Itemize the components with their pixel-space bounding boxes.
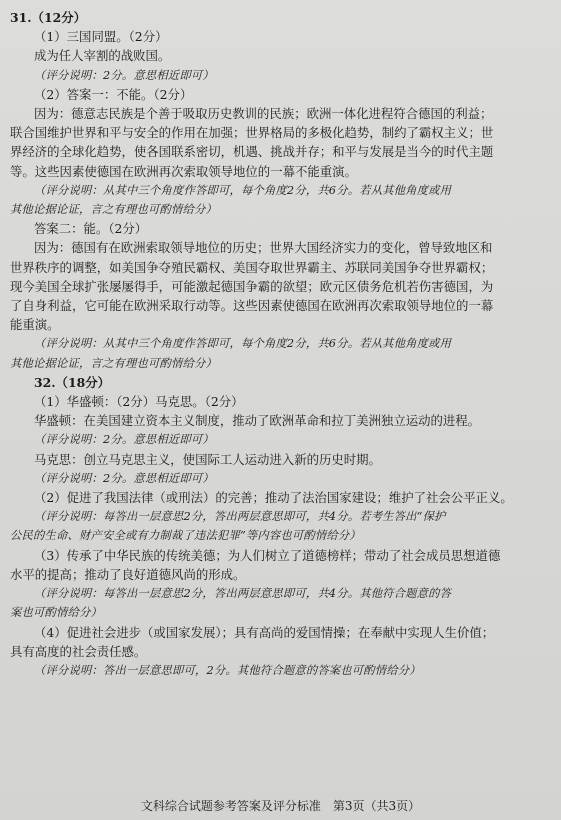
scoring-note: （评分说明：2分。意思相近即可） xyxy=(34,471,214,485)
paragraph-line: 等。这些因素使德国在欧洲再次索取领导地位的一幕不能重演。 xyxy=(10,163,357,179)
paragraph-line: 马克思：创立马克思主义，使国际工人运动进入新的历史时期。 xyxy=(34,451,381,467)
paragraph-line: 因为：德意志民族是个善于吸取历史教训的民族；欧洲一体化进程符合德国的利益； xyxy=(34,106,493,122)
scoring-note: （评分说明：每答出一层意思2分，答出两层意思即可，共4分。若考生答出“保护 xyxy=(34,510,446,524)
scoring-note: 案也可酌情给分） xyxy=(10,606,102,620)
paragraph-line: 联合国维护世界和平与安全的作用在加强；世界格局的多极化趋势，制约了霸权主义；世 xyxy=(10,125,494,141)
scoring-note: 其他论据论证，言之有理也可酌情给分） xyxy=(10,356,217,370)
q31-part1-answer-2: 成为任人宰割的战败国。 xyxy=(34,48,171,64)
paragraph-line: 现今美国全球扩张屡屡得手，可能激起德国争霸的欲望；欧元区债务危机若伤害德国，为 xyxy=(10,278,494,294)
scoring-note: （评分说明：从其中三个角度作答即可，每个角度2分，共6分。若从其他角度或用 xyxy=(34,183,452,197)
scoring-note: （评分说明：每答出一层意思2分，答出两层意思即可，共4分。其他符合题意的答 xyxy=(34,587,452,601)
scoring-note: （评分说明：从其中三个角度作答即可，每个角度2分，共6分。若从其他角度或用 xyxy=(34,337,452,351)
paragraph-line: 华盛顿：在美国建立资本主义制度，推动了欧洲革命和拉丁美洲独立运动的进程。 xyxy=(34,413,481,429)
paragraph-line: 具有高度的社会责任感。 xyxy=(10,643,147,659)
paragraph-line: 世界秩序的调整，如美国争夺殖民霸权、美国夺取世界霸主、苏联同美国争夺世界霸权； xyxy=(10,259,494,275)
paragraph-line: 了自身利益，它可能在欧洲采取行动等。这些因素使德国在欧洲再次索取领导地位的一幕 xyxy=(10,298,494,314)
paragraph-line: 水平的提高；推动了良好道德风尚的形成。 xyxy=(10,566,246,582)
q32-part1-answer: （1）华盛顿：（2分）马克思。（2分） xyxy=(34,394,244,410)
scoring-note: 公民的生命、财产安全或有力制裁了违法犯罪”等内容也可酌情给分） xyxy=(10,529,361,543)
scoring-note: 其他论据论证，言之有理也可酌情给分） xyxy=(10,203,217,217)
paragraph-line: 界经济的全球化趋势，使各国联系密切，机遇、挑战并存；和平与发展是当今的时代主题 xyxy=(10,144,494,160)
q32-header: 32.（18分） xyxy=(34,374,110,390)
scoring-note: （评分说明：2分。意思相近即可） xyxy=(34,433,214,447)
page-footer: 文科综合试题参考答案及评分标准 第3页（共3页） xyxy=(140,799,421,813)
q31-part2-answer2: 答案二：能。（2分） xyxy=(34,221,148,237)
q31-part2-answer1: （2）答案一：不能。（2分） xyxy=(34,86,193,102)
q31-part1-answer: （1）三国同盟。（2分） xyxy=(34,29,168,45)
answer-content xyxy=(10,8,551,680)
q32-part2-answer: （2）促进了我国法律（或刑法）的完善；推动了法治国家建设；维护了社会公平正义。 xyxy=(34,490,513,506)
q32-part3-answer: （3）传承了中华民族的传统美德；为人们树立了道德榜样；带动了社会成员思想道德 xyxy=(34,547,501,563)
paragraph-line: 能重演。 xyxy=(10,317,60,333)
scoring-note: （评分说明：2分。意思相近即可） xyxy=(34,68,214,82)
paragraph-line: 因为：德国有在欧洲索取领导地位的历史；世界大国经济实力的变化，曾导致地区和 xyxy=(34,240,493,256)
q31-header: 31.（12分） xyxy=(10,10,86,25)
q32-part4-answer: （4）促进社会进步（或国家发展）；具有高尚的爱国情操；在奉献中实现人生价值； xyxy=(34,624,495,640)
scoring-note: （评分说明：答出一层意思即可，2分。其他符合题意的答案也可酌情给分） xyxy=(34,663,421,677)
